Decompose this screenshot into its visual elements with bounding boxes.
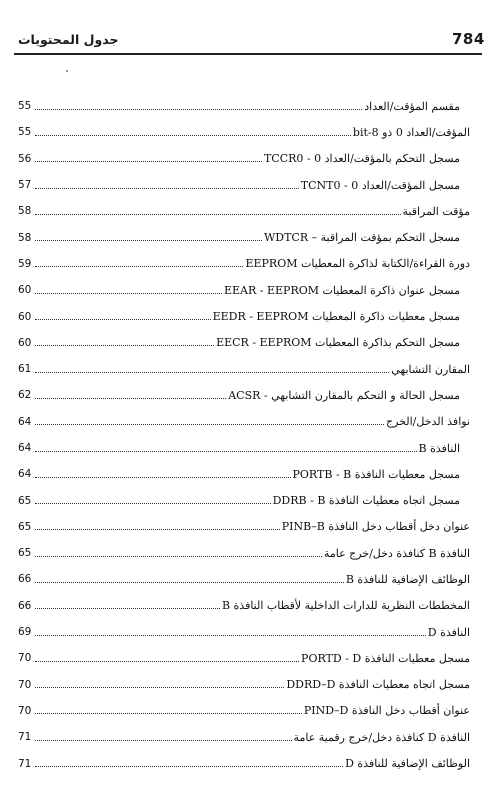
dot-leader — [35, 161, 262, 162]
toc-entry-title: مسجل معطيات النافذة PORTD - D — [301, 651, 470, 665]
page-header — [0, 0, 500, 58]
toc-page-number: 70 — [18, 704, 32, 717]
dot-leader — [35, 345, 214, 346]
dot-leader — [35, 188, 298, 189]
dot-leader — [35, 398, 226, 399]
toc-entry-title: مؤقت المراقبة — [402, 204, 470, 218]
toc-entry — [18, 330, 470, 356]
toc-entry-title: المقارن التشابهي — [391, 362, 470, 376]
toc-entry — [18, 303, 470, 329]
toc-page-number: 70 — [18, 678, 32, 691]
toc-entry-title: عنوان أقطاب دخل النافذة PIND–D — [303, 704, 470, 718]
toc-page-number: 59 — [18, 257, 32, 270]
toc-entry — [18, 487, 470, 513]
dot-leader — [35, 582, 343, 583]
toc-entry — [18, 382, 470, 408]
toc-entry-title: مسجل اتجاه معطيات النافذة DDRD–D — [286, 678, 470, 692]
toc-entry — [18, 198, 470, 224]
toc-entry — [18, 593, 470, 619]
dot-leader — [35, 293, 222, 294]
toc-entry — [18, 409, 470, 435]
toc-entry — [18, 566, 470, 592]
toc-page-number: 61 — [18, 363, 32, 376]
dot-leader — [35, 740, 291, 741]
toc-entry — [18, 750, 470, 776]
toc-entry — [18, 224, 470, 250]
toc-entry-title: مسجل اتجاه معطيات النافذة DDRB - B — [272, 494, 460, 508]
dot-leader — [35, 451, 416, 452]
toc-entry-title: النافذة B — [418, 441, 460, 455]
toc-page-number: 70 — [18, 652, 32, 665]
toc-page-number: 71 — [18, 731, 32, 744]
dot-leader — [35, 556, 322, 557]
toc-entry — [18, 251, 470, 277]
toc-page-number: 65 — [18, 520, 32, 533]
toc-page-number: 56 — [18, 152, 32, 165]
toc-entry — [18, 619, 470, 645]
toc-page-number: 65 — [18, 547, 32, 560]
dot-leader — [35, 687, 284, 688]
toc-page-number: 69 — [18, 626, 32, 639]
table-of-contents — [18, 93, 470, 777]
toc-page-number: 57 — [18, 179, 32, 192]
toc-entry-title: مسجل التحكم بذاكرة المعطيات EECR - EEPROM — [216, 336, 460, 350]
toc-entry-title: عنوان دخل أقطاب دخل النافذة PINB–B — [281, 520, 470, 534]
dot-leader — [35, 240, 262, 241]
toc-entry-title: مسجل التحكم بمؤقت المراقبة – WDTCR — [263, 231, 460, 245]
toc-entry — [18, 172, 470, 198]
dot-leader — [35, 503, 270, 504]
toc-page-number: 58 — [18, 205, 32, 218]
toc-entry-title: مسجل معطيات النافذة PORTB - B — [292, 467, 460, 481]
toc-entry — [18, 514, 470, 540]
toc-page-number: 64 — [18, 468, 32, 481]
toc-page-number: 66 — [18, 573, 32, 586]
scan-speck — [66, 70, 68, 72]
dot-leader — [35, 266, 243, 267]
dot-leader — [35, 214, 400, 215]
toc-entry-title: المخططات النظرية للدارات الداخلية لأقطاب النافذة B — [221, 599, 470, 613]
dot-leader — [35, 661, 299, 662]
toc-entry-title: الوظائف الإضافية للنافذة B — [345, 572, 470, 586]
toc-page-number: 71 — [18, 757, 32, 770]
dot-leader — [35, 529, 279, 530]
dot-leader — [35, 319, 210, 320]
dot-leader — [35, 766, 343, 767]
toc-entry — [18, 119, 470, 145]
toc-entry — [18, 93, 470, 119]
toc-entry-title: المؤقت/العداد 0 ذو 8-bit — [352, 125, 470, 139]
toc-entry — [18, 435, 470, 461]
toc-entry-title: الوظائف الإضافية للنافذة D — [345, 757, 470, 771]
dot-leader — [35, 372, 389, 373]
dot-leader — [35, 424, 384, 425]
dot-leader — [35, 135, 351, 136]
toc-entry — [18, 146, 470, 172]
dot-leader — [35, 608, 220, 609]
toc-entry-title: النافذة B كنافذة دخل/خرج عامة — [323, 546, 470, 560]
dot-leader — [35, 477, 290, 478]
toc-page-number: 60 — [18, 336, 32, 349]
toc-page-number: 65 — [18, 494, 32, 507]
toc-entry — [18, 277, 470, 303]
toc-page-number: 62 — [18, 389, 32, 402]
toc-page-number: 55 — [18, 126, 32, 139]
toc-entry-title: النافذة D كنافذة دخل/خرج رقمية عامة — [293, 730, 470, 744]
toc-entry — [18, 540, 470, 566]
toc-entry — [18, 461, 470, 487]
toc-page-number: 55 — [18, 100, 32, 113]
dot-leader — [35, 635, 425, 636]
toc-entry-title: دورة القراءة/الكتابة لذاكرة المعطيات EEPROM — [245, 257, 470, 271]
toc-entry — [18, 698, 470, 724]
toc-entry-title: مسجل التحكم بالمؤقت/العداد 0 - TCCR0 — [263, 152, 460, 166]
toc-page-number: 64 — [18, 415, 32, 428]
toc-entry — [18, 356, 470, 382]
toc-page-number: 60 — [18, 284, 32, 297]
dot-leader — [35, 109, 362, 110]
header-rule — [14, 53, 482, 55]
toc-entry — [18, 724, 470, 750]
running-title: جدول المحتويات — [18, 32, 119, 47]
toc-page-number: 66 — [18, 599, 32, 612]
toc-entry-title: مسجل عنوان ذاكرة المعطيات EEAR - EEPROM — [223, 283, 460, 297]
toc-page-number: 64 — [18, 442, 32, 454]
toc-entry-title: النافذة D — [427, 625, 470, 639]
toc-entry — [18, 672, 470, 698]
page-number: 784 — [452, 30, 485, 48]
toc-entry-title: مسجل معطيات ذاكرة المعطيات EEDR - EEPROM — [212, 310, 460, 324]
toc-page-number: 60 — [18, 310, 32, 323]
toc-entry-title: نوافذ الدخل/الخرج — [385, 415, 470, 429]
toc-entry-title: مسجل الحالة و التحكم بالمقارن التشابهي - ACSR — [228, 388, 460, 402]
toc-entry — [18, 645, 470, 671]
dot-leader — [35, 713, 301, 714]
toc-page-number: 58 — [18, 231, 32, 244]
toc-entry-title: مسجل المؤقت/العداد 0 - TCNT0 — [300, 178, 460, 192]
toc-entry-title: مقسم المؤقت/العداد — [364, 99, 460, 113]
